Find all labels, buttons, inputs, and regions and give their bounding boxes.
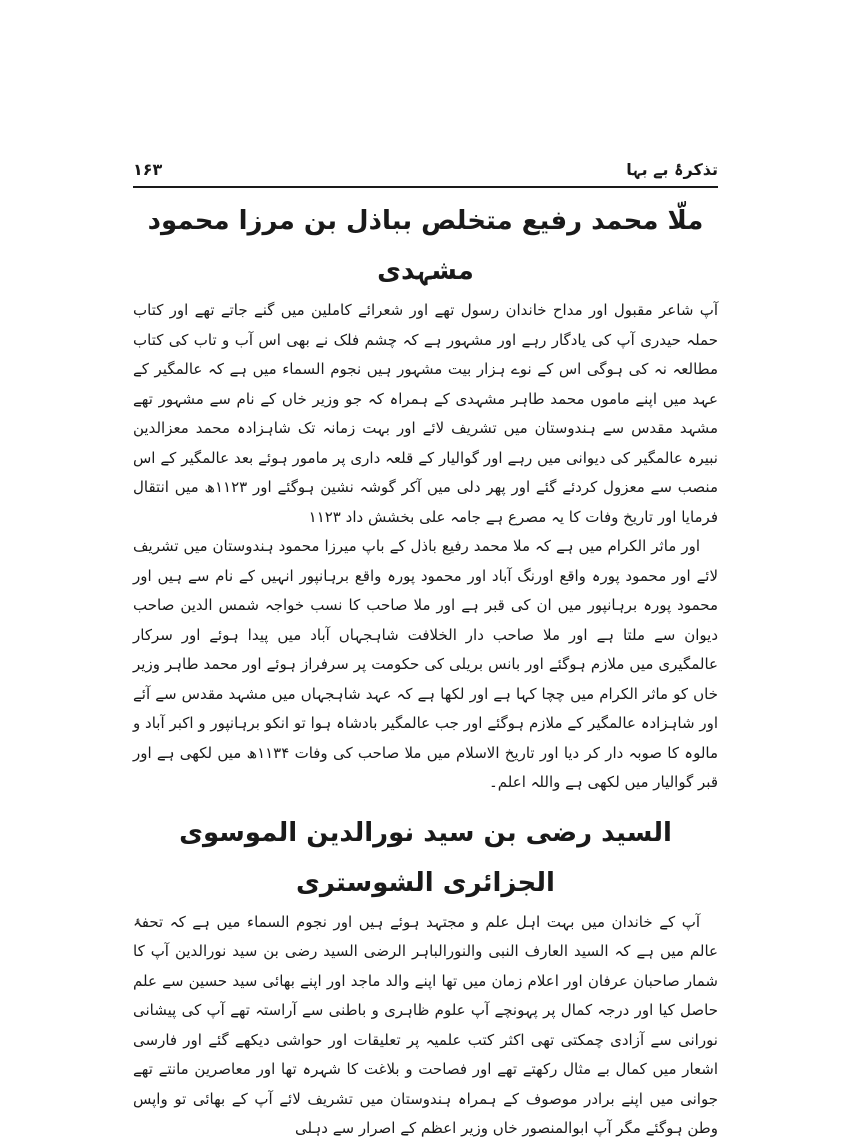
paragraph: آپ کے خاندان میں بہت اہل علم و مجتہد ہوئے ہیں اور نجوم السماء میں ہے کہ تحفۂ عالم میں ہے کہ السید العارف النبی والنورالباہر الرضی السید رضی بن سید نورالدین آپ کا شمار صاحبان عرفان اور اعلام زمان میں تھا اپنے والد ماجد اور اپنے بھائی سید حسین سے علم حاصل کیا اور درجہ کمال پر پہونچے آپ علوم ظاہری و باطنی سے آراستہ تھے آپ کی پیشانی نورانی سے آزادی چمکتی تھی اکثر کتب علمیہ پر تعلیقات اور حواشی دیکھے گئے اور فارسی اشعار میں کمال بے مثال رکھتے تھے اور فصاحت و بلاغت کا شہرہ تھا اور معاصرین مانتے تھے جوانی میں اپنے برادر موصوف کے ہمراہ ہندوستان میں تشریف لائے آپ کے بھائی تو واپس وطن ہوگئے مگر آپ ابوالمنصور خاں وزیر اعظم کے اصرار سے دہلی <box>133 912 718 1137</box>
page-header <box>133 160 718 186</box>
running-title: تذکرۂ بے بہا <box>626 160 718 179</box>
section-title-razi: السید رضی بن سید نورالدین الموسوی الجزائری الشوستری <box>179 817 672 898</box>
header-divider <box>133 186 718 188</box>
paragraph: اور ماثر الکرام میں ہے کہ ملا محمد رفیع باذل کے باپ میرزا محمود ہندوستان میں تشریف لائے اور محمود پورہ واقع اورنگ آباد اور محمود پورہ واقع برہانپور انہیں کے نام سے ہیں اور محمود پورہ برہانپور میں ان کی قبر ہے اور ملا صاحب کا نسب خواجہ شمس الدین صاحب دیوان سے ملتا ہے اور ملا صاحب دار الخلافت شاہجہاں آباد میں پیدا ہوئے اور سرکار عالمگیری میں ملازم ہوگئے اور بانس بریلی کی حکومت پر سرفراز ہوئے اور محمد طاہر وزیر خاں کو ماثر الکرام میں چچا کہا ہے اور لکھا ہے کہ عہد شاہجہاں میں مشہد مقدس سے آئے اور شاہزادہ عالمگیر کے ملازم ہوگئے اور جب عالمگیر بادشاہ ہوا تو انکو برہانپور و اکبر آباد و مالوہ کا صوبہ دار کر دیا اور تاریخ الاسلام میں ملا صاحب کی وفات ۱۱۳۴ھ میں لکھی ہے اور قبر گوالیار میں لکھی ہے واللہ اعلم۔ <box>133 537 718 791</box>
page-body <box>133 196 718 1144</box>
section-title-rafi: ملّا محمد رفیع متخلص بباذل بن مرزا محمود مشہدی <box>147 206 704 286</box>
paragraph: آپ شاعر مقبول اور مداح خاندان رسول تھے اور شعرائے کاملین میں گنے جاتے تھے اور کتاب حملہ حیدری آپ کی یادگار رہے اور مشہور ہے کہ چشم فلک نے بھی اس آب و تاب کی کتاب مطالعہ نہ کی ہوگی اس کے نوے ہزار بیت مشہور ہیں نجوم السماء میں ہے کہ عالمگیر کے عہد میں اپنے ماموں محمد طاہر مشہدی کے ہمراہ کہ جو وزیر خاں کے نام سے مشہور تھے مشہد مقدس سے ہندوستان میں تشریف لائے اور بہت زمانہ تک شاہزادہ محمد معزالدین نبیرہ عالمگیر کی دیوانی میں رہے اور گوالیار کے قلعہ داری پر مامور ہوئے بعد عالمگیر کے اس منصب سے معزول کردئے گئے اور پھر دلی میں آکر گوشہ نشین ہوگئے اور ۱۱۲۳ھ میں انتقال فرمایا اور تاریخ وفات کا یہ مصرع ہے جامہ علی بخشش داد ۱۱۲۳ <box>133 301 718 526</box>
page-number: ۱۶۳ <box>133 160 163 179</box>
